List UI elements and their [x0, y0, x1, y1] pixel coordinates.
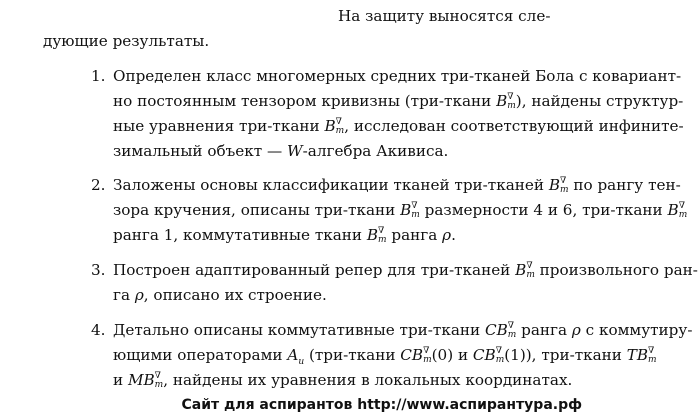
item-3-line-1: Построен адаптированный репер для три-тканей B ∇ m произвольного ран- [113, 261, 698, 280]
item-1-line-1: Определен класс многомерных средних три-тканей Бола с ковариант- [113, 67, 682, 85]
item-1-line-3: ные уравнения три-ткани B ∇ m , исследован соответствующий инфините- [113, 117, 684, 136]
item-2-line-3: ранга 1, коммутативные ткани B ∇ m ранга ρ. [113, 226, 456, 245]
item-2-line-2: зора кручения, описаны три-ткани B ∇ m размерности 4 и 6, три-ткани B ∇ m [113, 201, 688, 220]
site-footer-text: Сайт для аспирантов http://www.аспирантура.рф [181, 397, 582, 413]
item-4-number: 4. [91, 321, 106, 339]
item-2-number: 2. [91, 176, 106, 194]
item-1-number: 1. [91, 67, 106, 85]
item-1-line-4: зимальный объект — W-алгебра Акивиса. [113, 142, 449, 160]
item-2-line-1: Заложены основы классификации тканей три-тканей B ∇ m по рангу тен- [113, 176, 681, 195]
item-4-line-3: и MB ∇ m , найдены их уравнения в локальных координатах. [113, 371, 573, 390]
intro-line-1: На защиту выносятся сле- [338, 7, 551, 25]
item-4-line-2: ющими операторами $A_u$ (три-ткани CB ∇ m (0) и CB ∇ m (1)), три-ткани TB ∇ m [113, 346, 657, 368]
item-3-number: 3. [91, 261, 106, 279]
item-4-line-1: Детально описаны коммутативные три-ткани CB ∇ m ранга ρ с коммутиру- [113, 321, 693, 340]
intro-line-2: дующие результаты. [43, 32, 210, 50]
item-1-line-2: но постоянным тензором кривизны (три-ткани B ∇ m ), найдены структур- [113, 92, 684, 111]
item-3-line-2: га ρ, описано их строение. [113, 286, 327, 304]
